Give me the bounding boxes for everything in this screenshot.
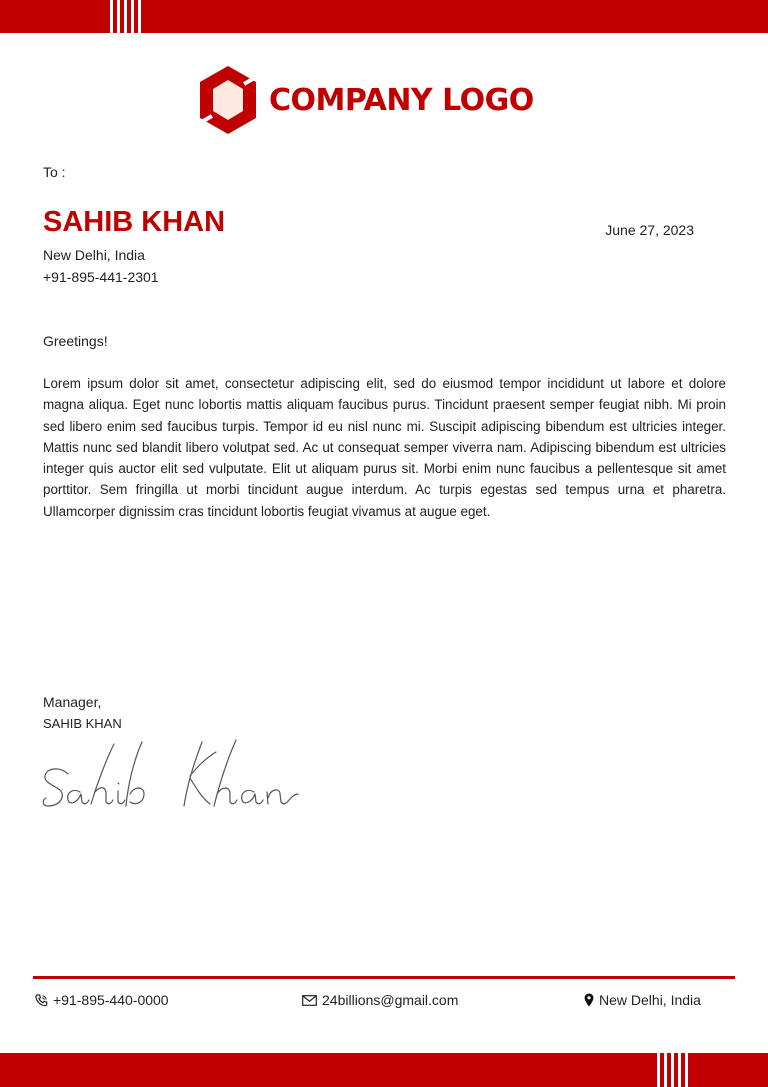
footer-phone-text: +91-895-440-0000 bbox=[53, 992, 169, 1008]
footer-divider bbox=[33, 976, 735, 979]
phone-icon bbox=[35, 994, 48, 1007]
letter-date: June 27, 2023 bbox=[605, 222, 694, 238]
recipient-phone: +91-895-441-2301 bbox=[43, 269, 159, 285]
greeting: Greetings! bbox=[43, 333, 108, 349]
recipient-address: New Delhi, India bbox=[43, 247, 145, 263]
to-label: To : bbox=[43, 164, 66, 180]
footer-phone bbox=[35, 992, 169, 1008]
location-pin-icon bbox=[584, 993, 594, 1007]
recipient-name: SAHIB KHAN bbox=[43, 206, 226, 238]
bottom-stripes-decoration bbox=[657, 1053, 688, 1087]
letter-body: Lorem ipsum dolor sit amet, consectetur adipiscing elit, sed do eiusmod tempor incididunt ut labore et dolore magna aliqua. Eget nunc lobortis mattis aliquam faucibus purus. Tincidunt praesent semper feugiat nibh. Mi proin sed libero enim sed faucibus turpis. Tempor id eu nisl nunc mi. Suscipit adipiscing bibendum est ultricies integer. Mattis nunc sed blandit libero volutpat sed. Ac ut consequat semper viverra nam. Adipiscing bibendum est ultricies integer quis auctor elit sed vulputate. Elit ut aliquam purus sit. Morbi enim nunc faucibus a pellentesque sit amet porttitor. Sem fringilla ut morbi tincidunt augue interdum. Ac turpis egestas sed tempus urna et pharetra. Ullamcorper dignissim cras tincidunt lobortis feugiat vivamus at augue eget. bbox=[43, 376, 726, 519]
bottom-footer-bar bbox=[0, 1053, 768, 1087]
logo-text: COMPANY LOGO bbox=[269, 82, 534, 118]
signer-name: SAHIB KHAN bbox=[43, 716, 122, 731]
footer-email bbox=[302, 992, 458, 1008]
footer-email-text: 24billions@gmail.com bbox=[322, 992, 459, 1008]
top-stripes-decoration bbox=[110, 0, 141, 33]
handwritten-signature bbox=[40, 736, 302, 814]
hexagon-logo-icon bbox=[197, 64, 259, 136]
footer-location-text: New Delhi, India bbox=[599, 992, 701, 1008]
mail-icon bbox=[302, 995, 317, 1006]
closing-title: Manager, bbox=[43, 694, 102, 710]
footer-location bbox=[584, 992, 701, 1008]
company-logo bbox=[197, 64, 534, 136]
